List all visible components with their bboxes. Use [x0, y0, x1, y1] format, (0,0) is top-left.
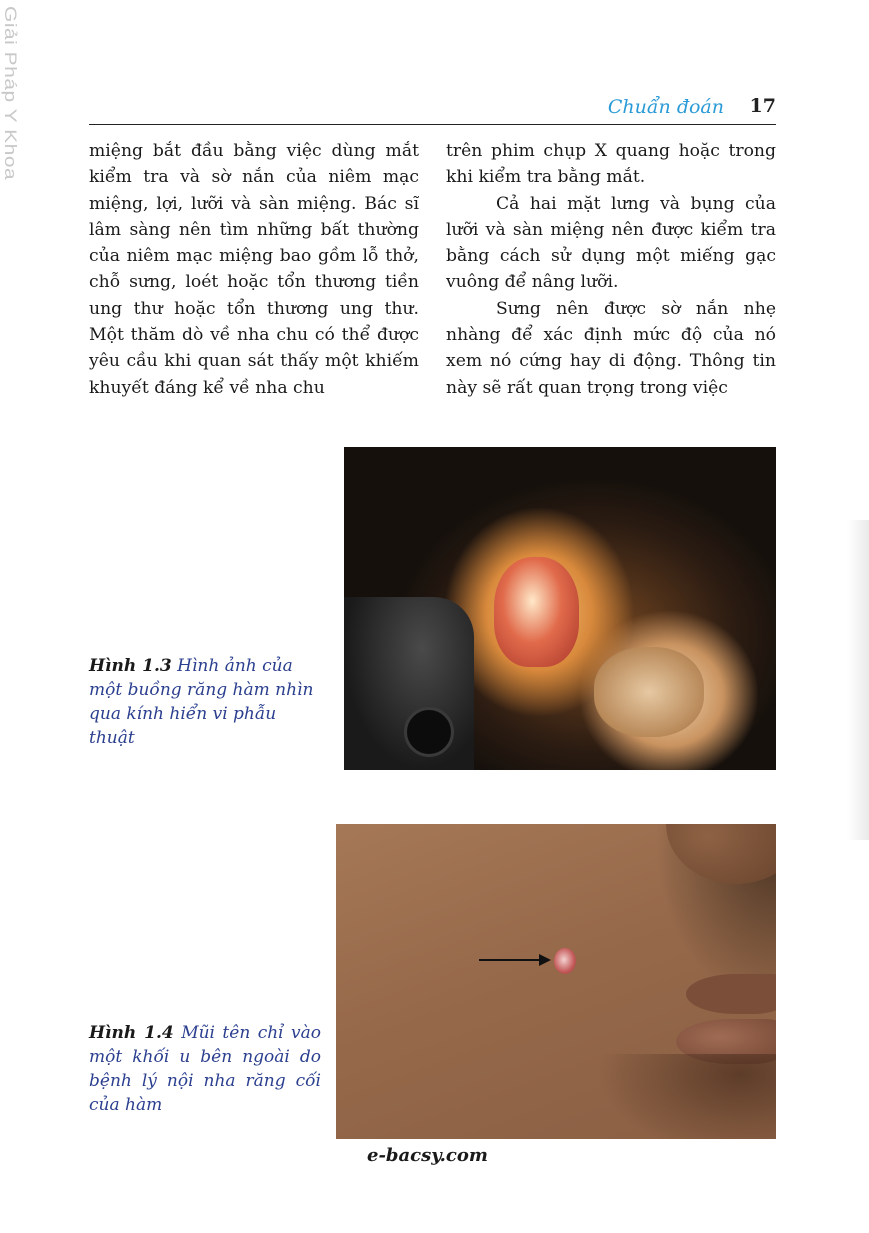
figure-label: Hình 1.4 — [89, 1023, 174, 1043]
body-paragraph: miệng bắt đầu bằng việc dùng mắt kiểm tra và sờ nắn của niêm mạc miệng, lợi, lưỡi và sàn miệng. Bác sĩ lâm sàng nên tìm những bất thường của niêm mạc miệng bao gồm lỗ thở, chỗ sưng, loét hoặc tổn thương tiền ung thư hoặc tổn thương ung thư. Một thăm dò về nha chu có thể được yêu cầu khi quan sát thấy một khiếm khuyết đáng kể về nha chu — [89, 141, 419, 398]
adjacent-tooth-shape — [594, 647, 704, 737]
page-number: 17 — [749, 95, 776, 117]
chin-shadow-shape — [596, 1054, 776, 1139]
figure-label: Hình 1.3 — [89, 656, 172, 676]
pulp-chamber-shape — [494, 557, 579, 667]
chapter-title: Chuẩn đoán — [607, 96, 724, 118]
figure-1-4-caption — [89, 1021, 321, 1117]
figure-1-3-photo — [344, 447, 776, 770]
body-paragraph: Sưng nên được sờ nắn nhẹ nhàng để xác định mức độ của nó xem nó cứng hay di động. Thông tin này sẽ rất quan trọng trong việc — [446, 298, 776, 398]
lesion-shape — [554, 948, 576, 974]
arrow-icon — [479, 959, 543, 961]
figure-caption-text: Hình ảnh của một buồng răng hàm nhìn qua kính hiển vi phẫu thuật — [89, 656, 314, 748]
figure-caption-text: Mũi tên chỉ vào một khối u bên ngoài do bệnh lý nội nha răng cối của hàm — [89, 1023, 322, 1115]
instrument-hole-shape — [404, 707, 454, 757]
nose-shape — [666, 824, 776, 884]
figure-1-3-caption — [89, 654, 321, 750]
figure-1-4-photo — [336, 824, 776, 1139]
arrow-head-icon — [539, 954, 551, 966]
right-text-column — [446, 138, 776, 401]
body-paragraph: trên phim chụp X quang hoặc trong khi kiểm tra bằng mắt. — [446, 141, 776, 188]
left-text-column — [89, 138, 419, 401]
upper-lip-shape — [686, 974, 776, 1014]
page-edge-shadow — [847, 520, 869, 840]
body-paragraph: Cả hai mặt lưng và bụng của lưỡi và sàn miệng nên được kiểm tra bằng cách sử dụng một miếng gạc vuông để nâng lưỡi. — [446, 193, 776, 293]
footer-site: e-bacsy.com — [367, 1145, 488, 1166]
page-header — [89, 90, 776, 125]
side-watermark: Giải Pháp Y Khoa — [1, 6, 20, 181]
